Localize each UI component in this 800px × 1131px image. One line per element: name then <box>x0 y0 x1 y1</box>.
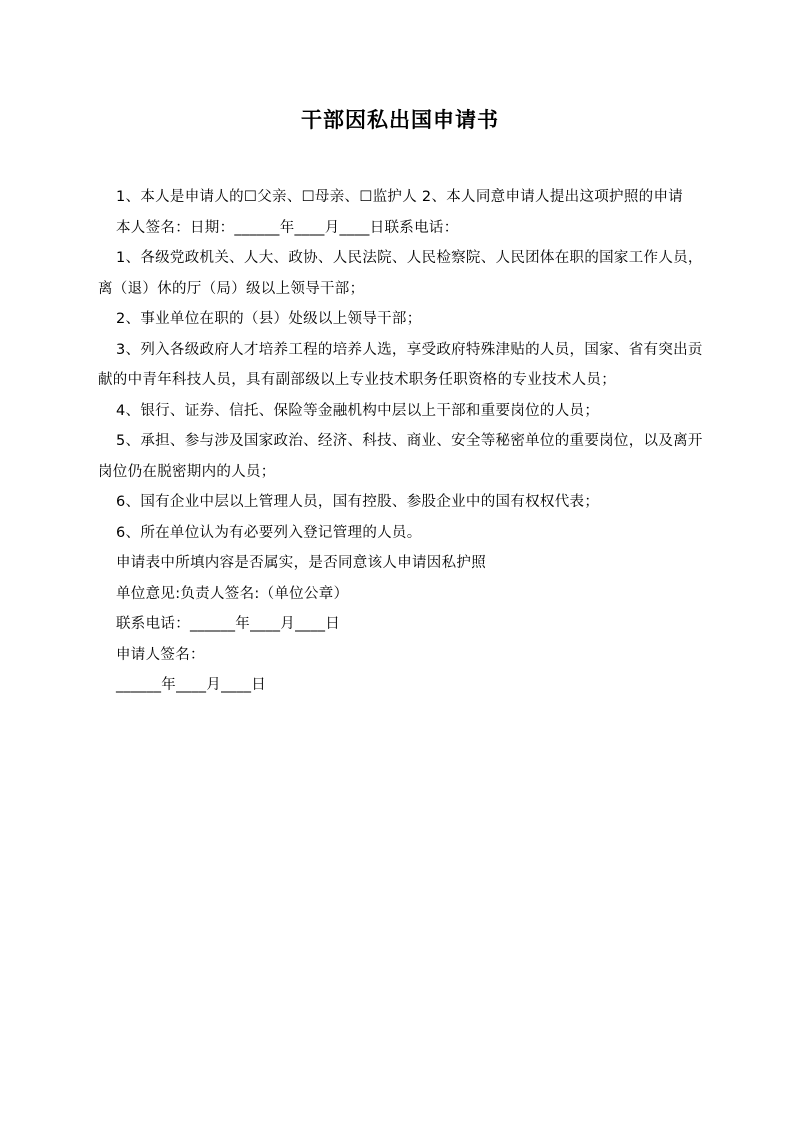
paragraph-item-4-finance: 4、银行、证券、信托、保险等金融机构中层以上干部和重要岗位的人员； <box>116 402 600 419</box>
paragraph-verification-question: 申请表中所填内容是否属实，是否同意该人申请因私护照 <box>116 555 486 571</box>
paragraph-item-1-officials: 1、各级党政机关、人大、政协、人民法院、人民检察院、人民团体在职的国家工作人员，离（退）休的厅（局）级以上领导干部； <box>98 250 703 297</box>
paragraph-applicant-relation: 1、本人是申请人的☐父亲、☐母亲、☐监护人 2、本人同意申请人提出这项护照的申请 <box>116 189 684 205</box>
paragraph-unit-opinion: 单位意见:负责人签名:（单位公章） <box>116 585 349 602</box>
paragraph-item-2-institutions: 2、事业单位在职的（县）处级以上领导干部； <box>116 311 422 327</box>
paragraph-item-5-secrets: 5、承担、参与涉及国家政治、经济、科技、商业、安全等秘密单位的重要岗位，以及离开岗位仍在脱密期内的人员； <box>98 433 703 480</box>
document-title: 干部因私出国申请书 <box>301 108 499 132</box>
paragraph-item-6-unit-registration: 6、所在单位认为有必要列入登记管理的人员。 <box>116 524 422 541</box>
paragraph-item-3-talent: 3、列入各级政府人才培养工程的培养人选，享受政府特殊津贴的人员，国家、省有突出贡献的中青年科技人员，具有副部级以上专业技术职务任职资格的专业技术人员； <box>98 341 703 388</box>
paragraph-applicant-signature: 申请人签名： <box>116 646 205 663</box>
paragraph-signature-date-phone: 本人签名：日期：______年____月____日联系电话： <box>116 219 459 236</box>
document-body <box>98 182 713 701</box>
paragraph-final-date: ______年____月____日 <box>116 677 267 693</box>
paragraph-contact-phone-date: 联系电话：______年____月____日 <box>116 616 341 632</box>
paragraph-item-6-state-enterprise: 6、国有企业中层以上管理人员，国有控股、参股企业中的国有权权代表； <box>116 494 600 510</box>
